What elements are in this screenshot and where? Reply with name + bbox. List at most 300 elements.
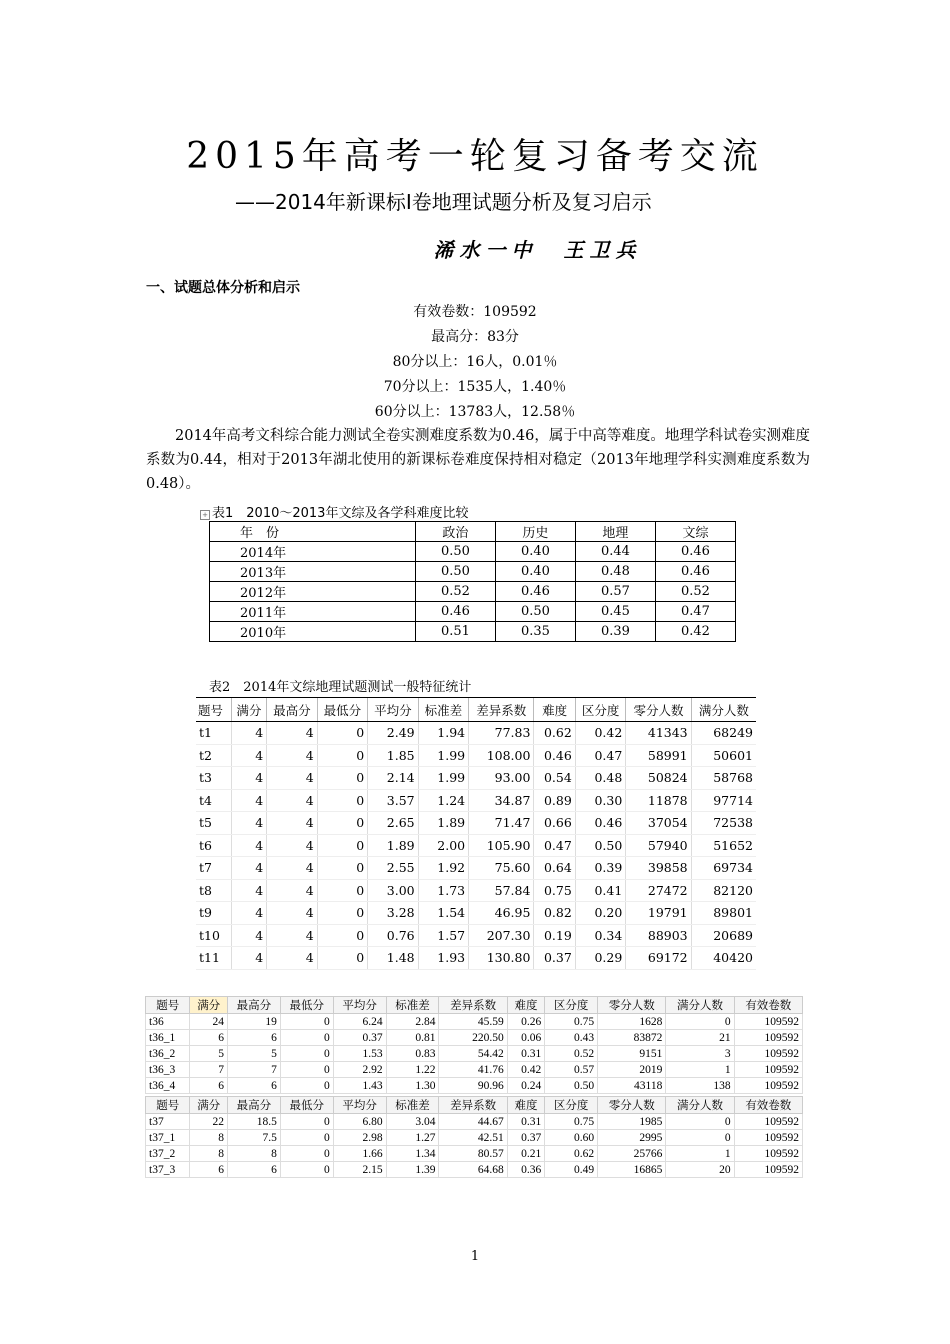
table-cell: 71.47 — [469, 812, 534, 835]
table-cell: 4 — [267, 722, 317, 745]
table-cell: t36_3 — [146, 1062, 190, 1078]
table-cell: 2010年 — [210, 622, 416, 642]
table-cell: 0.75 — [534, 879, 575, 902]
table-cell: 0 — [280, 1078, 333, 1094]
table-row — [196, 834, 756, 857]
table-cell: 0.37 — [507, 1130, 544, 1146]
table2-caption: 表2 2014年文综地理试题测试一般特征统计 — [209, 680, 472, 695]
table-cell: 69734 — [691, 857, 756, 880]
column-header: 平均分 — [333, 1097, 386, 1114]
table-cell: 0.75 — [545, 1014, 598, 1030]
table-cell: 0.37 — [534, 947, 575, 970]
table-cell: 43118 — [598, 1078, 666, 1094]
table-row — [210, 542, 736, 562]
table-cell: 25766 — [598, 1146, 666, 1162]
table-cell: 1.30 — [386, 1078, 439, 1094]
table-cell: 4 — [231, 902, 267, 925]
table-row — [196, 722, 756, 745]
table-cell: 0.46 — [655, 562, 735, 582]
table-cell: 0.46 — [495, 582, 575, 602]
column-header: 难度 — [534, 698, 575, 722]
table-cell: t9 — [196, 902, 231, 925]
table-cell: 41343 — [626, 722, 691, 745]
column-header: 最高分 — [267, 698, 317, 722]
table-cell: 0 — [280, 1162, 333, 1178]
table-cell: 6 — [227, 1030, 280, 1046]
table-cell: 2.00 — [418, 834, 468, 857]
table-cell: 4 — [267, 789, 317, 812]
table-cell: 64.68 — [439, 1162, 507, 1178]
table-cell: 1.48 — [368, 947, 418, 970]
table-cell: t8 — [196, 879, 231, 902]
table-cell: 2014年 — [210, 542, 416, 562]
table-cell: 0.36 — [507, 1162, 544, 1178]
table-cell: 1.99 — [418, 767, 468, 790]
table-cell: 4 — [267, 947, 317, 970]
table-cell: 1.39 — [386, 1162, 439, 1178]
table-cell: 5 — [227, 1046, 280, 1062]
column-header: 满分 — [190, 1097, 227, 1114]
column-header: 有效卷数 — [734, 1097, 802, 1114]
table-cell: 34.87 — [469, 789, 534, 812]
table-cell: 0.26 — [507, 1014, 544, 1030]
table-cell: 0 — [280, 1030, 333, 1046]
table-row — [146, 1114, 803, 1130]
table-cell: t1 — [196, 722, 231, 745]
table-cell: 1.99 — [418, 744, 468, 767]
table-cell: 57.84 — [469, 879, 534, 902]
column-header: 难度 — [507, 997, 544, 1014]
table-cell: 0 — [317, 857, 367, 880]
table-cell: 4 — [267, 857, 317, 880]
table-row — [196, 924, 756, 947]
table-cell: 4 — [231, 722, 267, 745]
column-header: 年 份 — [210, 522, 416, 542]
table-cell: 4 — [267, 879, 317, 902]
table-cell: 0 — [666, 1114, 734, 1130]
table-cell: 105.90 — [469, 834, 534, 857]
table-cell: 0.29 — [575, 947, 625, 970]
table-cell: 44.67 — [439, 1114, 507, 1130]
table-cell: 4 — [231, 924, 267, 947]
stat-line: 70分以上：1535人，1.40％ — [383, 379, 567, 395]
table-cell: 75.60 — [469, 857, 534, 880]
table-cell: 4 — [231, 812, 267, 835]
table-cell: 2995 — [598, 1130, 666, 1146]
table-cell: 0.19 — [534, 924, 575, 947]
table-cell: 4 — [231, 744, 267, 767]
column-header: 标准差 — [386, 1097, 439, 1114]
table-cell: 8 — [190, 1146, 227, 1162]
column-header: 满分 — [231, 698, 267, 722]
table-cell: 109592 — [734, 1046, 802, 1062]
table-cell: 4 — [267, 744, 317, 767]
table-row — [146, 1046, 803, 1062]
table-cell: 93.00 — [469, 767, 534, 790]
table-cell: 54.42 — [439, 1046, 507, 1062]
table-cell: t37_3 — [146, 1162, 190, 1178]
table-cell: 6 — [190, 1078, 227, 1094]
table-row — [196, 812, 756, 835]
table-cell: 0.81 — [386, 1030, 439, 1046]
table-cell: t37_2 — [146, 1146, 190, 1162]
stat-line: 60分以上：13783人，12.58％ — [374, 404, 576, 420]
column-header: 平均分 — [368, 698, 418, 722]
column-header: 标准差 — [386, 997, 439, 1014]
table-cell: 20 — [666, 1162, 734, 1178]
t36-stats-table — [145, 996, 803, 1094]
body-paragraph: 2014年高考文科综合能力测试全卷实测难度系数为0.46，属于中高等难度。地理学科试卷实测难度系数为0.44，相对于2013年湖北使用的新课标卷难度保持相对稳定（2013年地理学科实测难度系数为0.48）。 — [146, 428, 810, 492]
table-cell: 1.73 — [418, 879, 468, 902]
table-cell: 109592 — [734, 1030, 802, 1046]
table-cell: 3.00 — [368, 879, 418, 902]
column-header: 差异系数 — [439, 997, 507, 1014]
table-cell: 0 — [317, 879, 367, 902]
table-cell: 207.30 — [469, 924, 534, 947]
table-row — [196, 902, 756, 925]
table-row — [146, 1162, 803, 1178]
column-header: 差异系数 — [439, 1097, 507, 1114]
table-cell: 0 — [317, 722, 367, 745]
table-cell: 109592 — [734, 1162, 802, 1178]
table-cell: 80.57 — [439, 1146, 507, 1162]
table-cell: 2.49 — [368, 722, 418, 745]
table-cell: 1.89 — [418, 812, 468, 835]
table-row — [196, 879, 756, 902]
table-cell: 0.51 — [415, 622, 495, 642]
column-header: 满分人数 — [691, 698, 756, 722]
column-header: 难度 — [507, 1097, 544, 1114]
table-cell: 19 — [227, 1014, 280, 1030]
table-cell: t10 — [196, 924, 231, 947]
table-cell: 41.76 — [439, 1062, 507, 1078]
table-cell: 2.55 — [368, 857, 418, 880]
table-cell: 6.80 — [333, 1114, 386, 1130]
table-cell: 2.92 — [333, 1062, 386, 1078]
table-cell: t37_1 — [146, 1130, 190, 1146]
table-cell: 1.85 — [368, 744, 418, 767]
table-cell: 0.57 — [575, 582, 655, 602]
author: 浠水一中 王卫兵 — [433, 238, 642, 262]
column-header: 满分人数 — [666, 1097, 734, 1114]
column-header: 零分人数 — [598, 997, 666, 1014]
table-cell: 0.54 — [534, 767, 575, 790]
t37-stats-table — [145, 1096, 803, 1178]
table-cell: 0.40 — [495, 542, 575, 562]
table-cell: 0.42 — [575, 722, 625, 745]
table-cell: 45.59 — [439, 1014, 507, 1030]
table-cell: 20689 — [691, 924, 756, 947]
table-cell: 0.31 — [507, 1114, 544, 1130]
table-cell: 7 — [227, 1062, 280, 1078]
table-cell: 40420 — [691, 947, 756, 970]
table-cell: 68249 — [691, 722, 756, 745]
table-cell: 0.66 — [534, 812, 575, 835]
table-cell: 0.42 — [655, 622, 735, 642]
table-cell: 0.39 — [575, 857, 625, 880]
table-cell: 8 — [227, 1146, 280, 1162]
table-cell: 138 — [666, 1078, 734, 1094]
table-cell: t36 — [146, 1014, 190, 1030]
table-cell: 0.50 — [415, 542, 495, 562]
table-cell: 0.57 — [545, 1062, 598, 1078]
table-cell: t3 — [196, 767, 231, 790]
table-cell: 2.15 — [333, 1162, 386, 1178]
table-cell: 0.06 — [507, 1030, 544, 1046]
table-cell: 0 — [280, 1130, 333, 1146]
table-cell: 0.45 — [575, 602, 655, 622]
header-row — [146, 1097, 803, 1114]
table-cell: 0 — [317, 902, 367, 925]
table-cell: 4 — [231, 947, 267, 970]
table-cell: 108.00 — [469, 744, 534, 767]
table-cell: 0.44 — [575, 542, 655, 562]
table-cell: 0.50 — [545, 1078, 598, 1094]
table-cell: 37054 — [626, 812, 691, 835]
column-header: 平均分 — [333, 997, 386, 1014]
table-cell: 1.27 — [386, 1130, 439, 1146]
table-cell: 0.46 — [655, 542, 735, 562]
table-row — [146, 1030, 803, 1046]
table-cell: 2.84 — [386, 1014, 439, 1030]
table-cell: 0.24 — [507, 1078, 544, 1094]
table-row — [196, 947, 756, 970]
table-row — [210, 602, 736, 622]
table-anchor-icon: + — [200, 510, 210, 520]
table-cell: 7 — [190, 1062, 227, 1078]
table-cell: 72538 — [691, 812, 756, 835]
table-cell: 220.50 — [439, 1030, 507, 1046]
table-cell: 0.39 — [575, 622, 655, 642]
table-row — [210, 562, 736, 582]
table-cell: 2012年 — [210, 582, 416, 602]
table-cell: 1 — [666, 1062, 734, 1078]
table-cell: 0.62 — [545, 1146, 598, 1162]
table-cell: 1.24 — [418, 789, 468, 812]
table-cell: 0.34 — [575, 924, 625, 947]
table-cell: 51652 — [691, 834, 756, 857]
table-cell: 0 — [317, 812, 367, 835]
table-cell: 0.60 — [545, 1130, 598, 1146]
table-cell: 4 — [267, 812, 317, 835]
table-cell: 0.64 — [534, 857, 575, 880]
table-cell: 1.94 — [418, 722, 468, 745]
document-title: 2015年高考一轮复习备考交流 — [186, 136, 764, 177]
column-header: 最高分 — [227, 997, 280, 1014]
table-cell: 0.50 — [415, 562, 495, 582]
column-header: 满分 — [190, 997, 227, 1014]
table-cell: 0 — [666, 1014, 734, 1030]
table-cell: 0.52 — [655, 582, 735, 602]
table-cell: 1.43 — [333, 1078, 386, 1094]
table-cell: 2013年 — [210, 562, 416, 582]
table-cell: 0.20 — [575, 902, 625, 925]
table-cell: 2019 — [598, 1062, 666, 1078]
table-cell: t2 — [196, 744, 231, 767]
column-header: 满分人数 — [666, 997, 734, 1014]
table-cell: 6 — [190, 1162, 227, 1178]
table-cell: 0 — [280, 1062, 333, 1078]
table-row — [196, 857, 756, 880]
table-cell: 0.52 — [415, 582, 495, 602]
table-row — [146, 1078, 803, 1094]
table-cell: 2011年 — [210, 602, 416, 622]
table-cell: 9151 — [598, 1046, 666, 1062]
table-cell: 1.57 — [418, 924, 468, 947]
table-cell: 1.66 — [333, 1146, 386, 1162]
table-cell: 1 — [666, 1146, 734, 1162]
table-cell: 1.53 — [333, 1046, 386, 1062]
column-header: 差异系数 — [469, 698, 534, 722]
table-cell: 3.28 — [368, 902, 418, 925]
column-header: 政治 — [415, 522, 495, 542]
table-cell: 0.40 — [495, 562, 575, 582]
column-header: 文综 — [655, 522, 735, 542]
table-cell: 0.47 — [575, 744, 625, 767]
table-cell: 0.43 — [545, 1030, 598, 1046]
table-cell: t6 — [196, 834, 231, 857]
table-cell: 3.04 — [386, 1114, 439, 1130]
table-cell: 109592 — [734, 1146, 802, 1162]
table-cell: 4 — [267, 924, 317, 947]
header-row — [146, 997, 803, 1014]
table-cell: 0 — [317, 767, 367, 790]
column-header: 题号 — [196, 698, 231, 722]
header-row — [210, 522, 736, 542]
table-cell: t5 — [196, 812, 231, 835]
table-cell: 1985 — [598, 1114, 666, 1130]
table-row — [146, 1130, 803, 1146]
table-cell: 6 — [227, 1162, 280, 1178]
table-cell: 57940 — [626, 834, 691, 857]
table-cell: 6.24 — [333, 1014, 386, 1030]
table1-caption — [200, 502, 468, 521]
table-cell: 0.62 — [534, 722, 575, 745]
table-cell: 1.34 — [386, 1146, 439, 1162]
table-cell: 77.83 — [469, 722, 534, 745]
stat-line: 最高分：83分 — [431, 329, 519, 345]
table-cell: 42.51 — [439, 1130, 507, 1146]
table-cell: t7 — [196, 857, 231, 880]
table-cell: 2.65 — [368, 812, 418, 835]
table-cell: 0.75 — [545, 1114, 598, 1130]
table-cell: 109592 — [734, 1078, 802, 1094]
table-cell: 46.95 — [469, 902, 534, 925]
column-header: 题号 — [146, 997, 190, 1014]
table-cell: 0 — [317, 744, 367, 767]
column-header: 区分度 — [545, 997, 598, 1014]
table-cell: 0.47 — [655, 602, 735, 622]
table-cell: 50824 — [626, 767, 691, 790]
table-cell: 109592 — [734, 1062, 802, 1078]
table-cell: 3.57 — [368, 789, 418, 812]
stat-line: 80分以上：16人，0.01％ — [392, 354, 558, 370]
table-cell: 6 — [227, 1078, 280, 1094]
table-cell: 0.82 — [534, 902, 575, 925]
table-cell: 97714 — [691, 789, 756, 812]
table-cell: 4 — [231, 879, 267, 902]
table-cell: 4 — [231, 767, 267, 790]
column-header: 区分度 — [545, 1097, 598, 1114]
table-cell: 0.35 — [495, 622, 575, 642]
table-cell: 11878 — [626, 789, 691, 812]
table-cell: 3 — [666, 1046, 734, 1062]
table-cell: t36_2 — [146, 1046, 190, 1062]
table-cell: 7.5 — [227, 1130, 280, 1146]
table-cell: 83872 — [598, 1030, 666, 1046]
table-cell: t36_1 — [146, 1030, 190, 1046]
table-row — [196, 789, 756, 812]
table-cell: 88903 — [626, 924, 691, 947]
table-cell: 4 — [231, 789, 267, 812]
table-cell: 0.52 — [545, 1046, 598, 1062]
table-cell: 24 — [190, 1014, 227, 1030]
choice-questions-stats-table — [196, 697, 756, 970]
table-cell: 1.93 — [418, 947, 468, 970]
table-cell: 0.76 — [368, 924, 418, 947]
column-header: 最低分 — [317, 698, 367, 722]
table-cell: 0.46 — [415, 602, 495, 622]
column-header: 历史 — [495, 522, 575, 542]
table-cell: 0 — [280, 1046, 333, 1062]
table-cell: 0.48 — [575, 562, 655, 582]
column-header: 地理 — [575, 522, 655, 542]
table-cell: 2.14 — [368, 767, 418, 790]
table-cell: 4 — [231, 834, 267, 857]
table-cell: 50601 — [691, 744, 756, 767]
table-cell: 0 — [317, 947, 367, 970]
table-cell: 109592 — [734, 1114, 802, 1130]
table-cell: 0.47 — [534, 834, 575, 857]
table-row — [210, 622, 736, 642]
table-row — [196, 767, 756, 790]
table-cell: 4 — [267, 902, 317, 925]
table-cell: 4 — [231, 857, 267, 880]
table-cell: 0.46 — [575, 812, 625, 835]
table-cell: 0 — [317, 789, 367, 812]
table1-caption-text: 表1 2010～2013年文综及各学科难度比较 — [212, 506, 469, 521]
table-cell: 5 — [190, 1046, 227, 1062]
table-cell: t11 — [196, 947, 231, 970]
table-cell: 8 — [190, 1130, 227, 1146]
column-header: 最低分 — [280, 1097, 333, 1114]
table-cell: 39858 — [626, 857, 691, 880]
table-cell: 16865 — [598, 1162, 666, 1178]
stat-line: 有效卷数：109592 — [413, 304, 537, 320]
table-cell: 27472 — [626, 879, 691, 902]
table-cell: 19791 — [626, 902, 691, 925]
table-cell: 0.48 — [575, 767, 625, 790]
table-cell: 0.30 — [575, 789, 625, 812]
page-number: 1 — [470, 1249, 480, 1264]
column-header: 零分人数 — [598, 1097, 666, 1114]
table-cell: 58768 — [691, 767, 756, 790]
table-cell: 1.54 — [418, 902, 468, 925]
column-header: 有效卷数 — [734, 997, 802, 1014]
table-cell: 4 — [267, 834, 317, 857]
table-cell: 0.42 — [507, 1062, 544, 1078]
table-cell: 22 — [190, 1114, 227, 1130]
table-cell: 109592 — [734, 1130, 802, 1146]
table-cell: t36_4 — [146, 1078, 190, 1094]
table-cell: 0.50 — [495, 602, 575, 622]
table-cell: 0.89 — [534, 789, 575, 812]
table-cell: 109592 — [734, 1014, 802, 1030]
header-row — [196, 698, 756, 722]
table-row — [146, 1014, 803, 1030]
table-cell: 0 — [317, 924, 367, 947]
table-cell: 0 — [317, 834, 367, 857]
